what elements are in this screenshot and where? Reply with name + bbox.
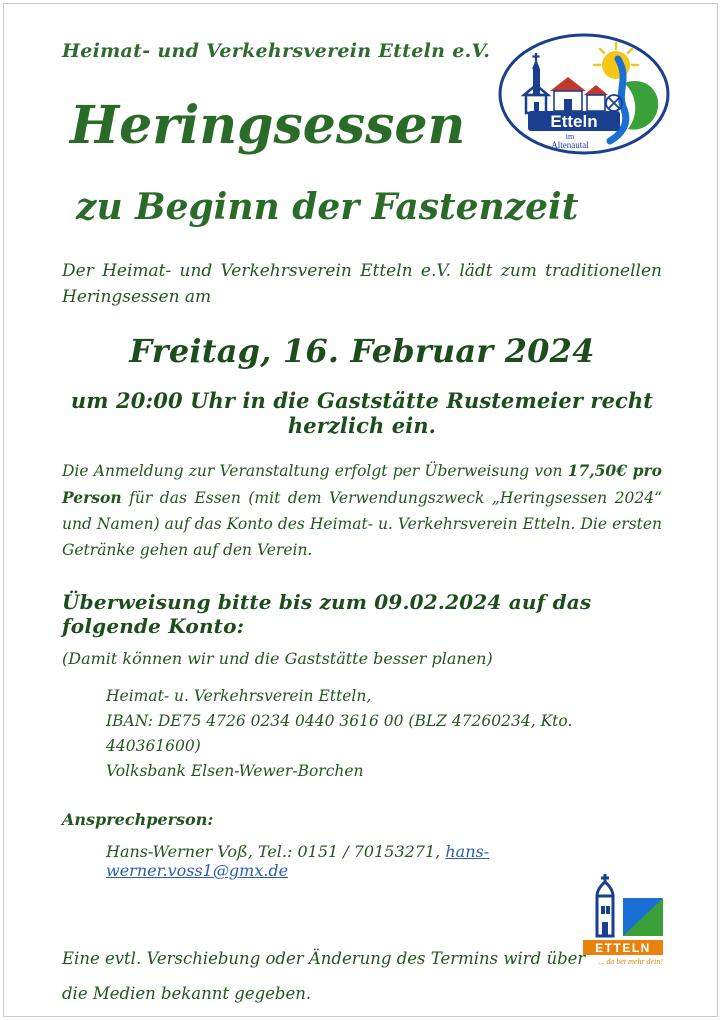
planning-note: (Damit können wir und die Gaststätte besser planen) [62,648,493,668]
account-iban: IBAN: DE75 4726 0234 0440 3616 00 (BLZ 47260234, Kto. 440361600) [106,711,573,755]
page-subtitle: zu Beginn der Fastenzeit [76,186,579,229]
contact-label: Ansprechperson: [62,810,214,830]
footer-line-1: Eine evtl. Verschiebung oder Änderung des Termins wird über [62,949,586,969]
footer-logo-name: ETTELN [595,941,651,955]
contact-name-phone: Hans-Werner Voß, Tel.: 0151 / 70153271, [106,842,446,862]
account-holder: Heimat- u. Verkehrsverein Etteln, [106,686,372,705]
contact-email-link[interactable]: hans-werner.voss1@gmx.de [106,842,490,881]
oval-logo-sub2: Altenautal [551,140,589,150]
page-title: Heringsessen [70,94,466,156]
footer-logo-slogan: ... da bet mehr dein! [598,957,663,966]
footer-line-2: die Medien bekannt gegeben. [62,983,312,1003]
oval-logo-name: Etteln [550,112,598,131]
footer-note [62,942,662,1011]
poster-content [62,40,662,1011]
registration-amount: 17,50€ pro Person [62,461,662,507]
intro-paragraph: Der Heimat- und Verkehrsverein Etteln e.V. lädt zum traditionellen Heringsessen am [62,260,662,308]
account-bank: Volksbank Elsen-Wewer-Borchen [106,762,364,781]
event-time-venue: um 20:00 Uhr in die Gaststätte Rustemeier recht herzlich ein. [70,388,654,439]
association-line: Heimat- und Verkehrsverein Etteln e.V. [62,40,491,62]
registration-text-1: Die Anmeldung zur Veranstaltung erfolgt per Überweisung von [62,462,568,481]
bank-account-block [106,684,662,784]
registration-paragraph [62,458,662,563]
transfer-deadline: Überweisung bitte bis zum 09.02.2024 auf das folgende Konto: [62,589,592,638]
event-date: Freitag, 16. Februar 2024 [129,332,595,371]
contact-details [106,842,662,880]
oval-logo-sub1: im [565,132,575,141]
registration-text-2: für das Essen (mit dem Verwendungszweck „Heringsessen 2024“ und Namen) auf das Konto des Heimat- u. Verkehrsverein Etteln. Die ersten Getränke gehen auf den Verein. [62,488,662,560]
